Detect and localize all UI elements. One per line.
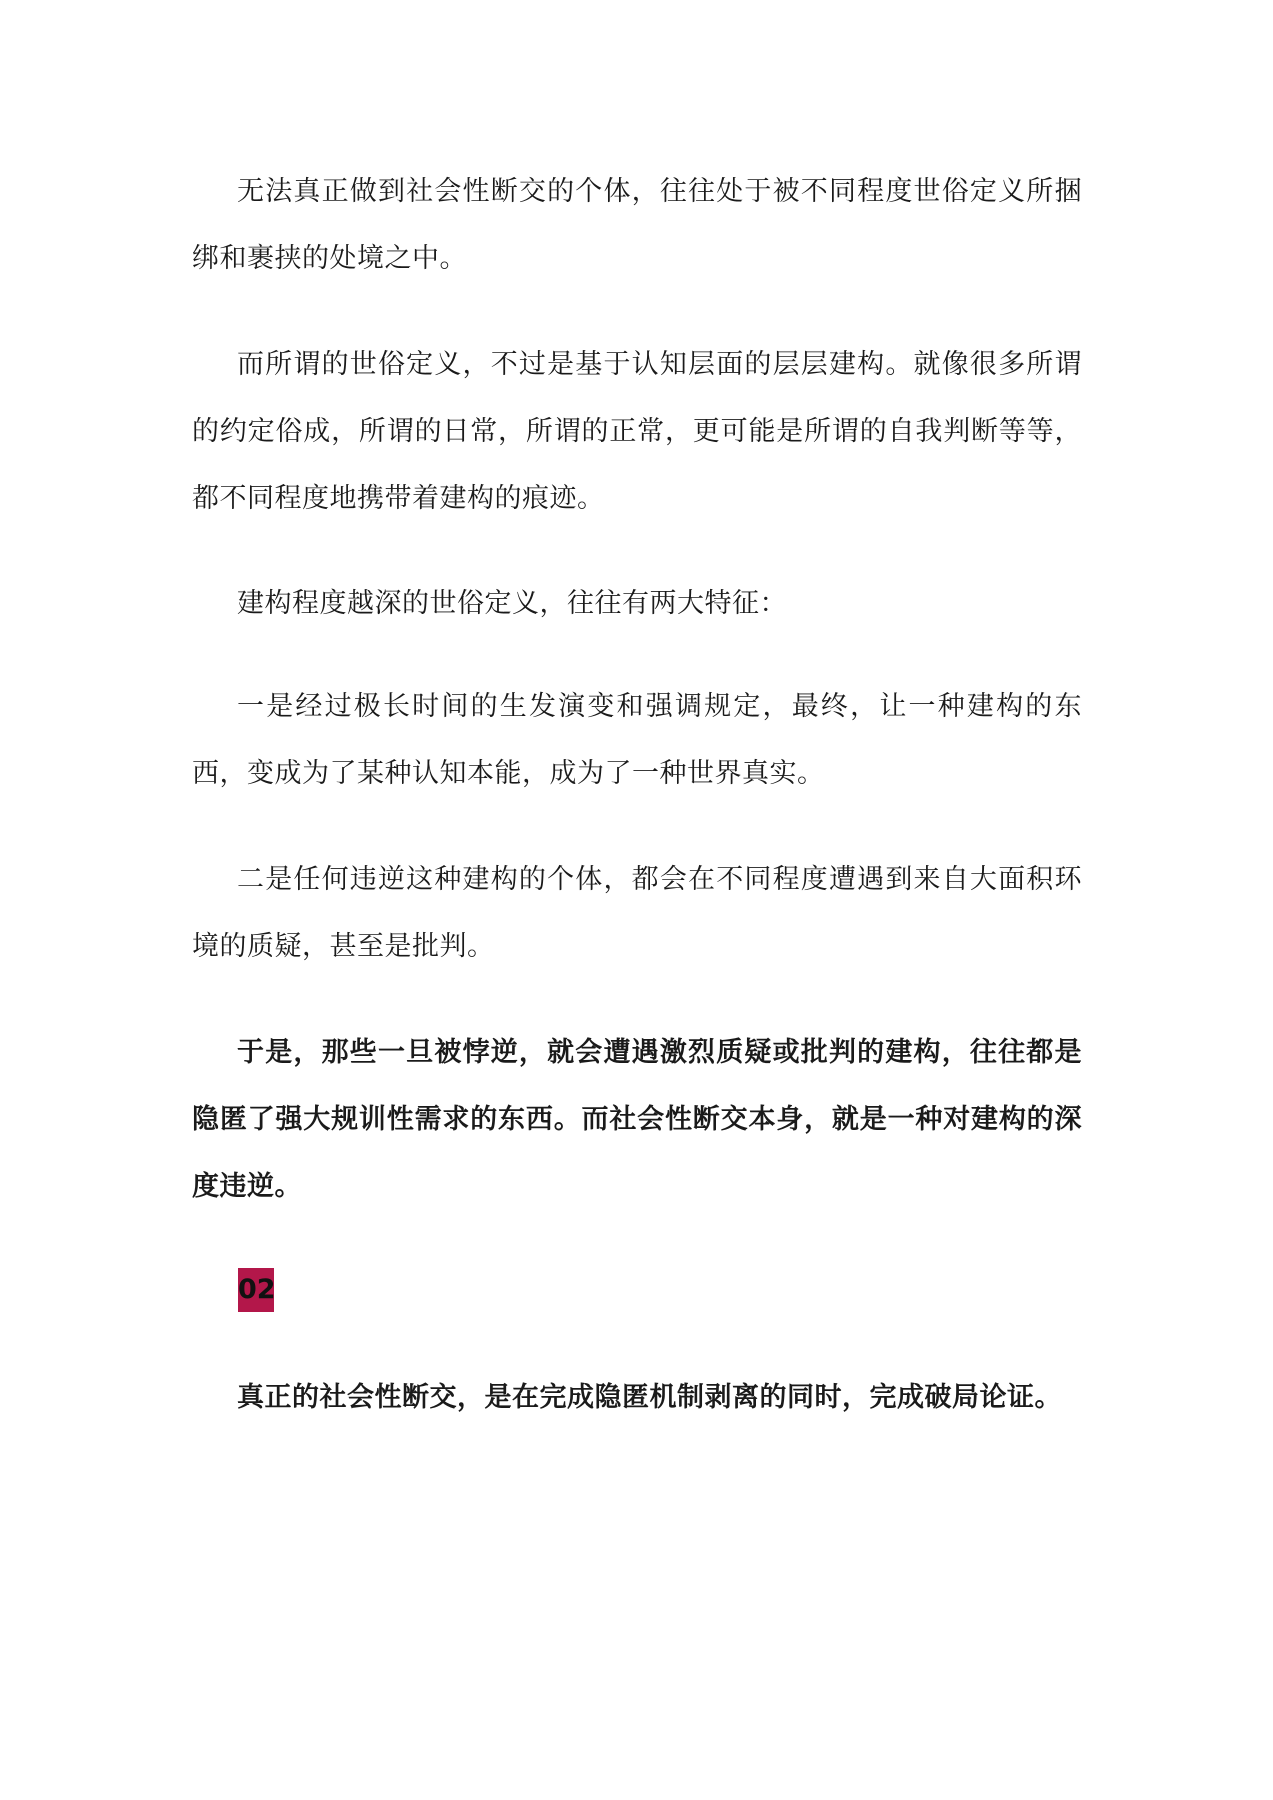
paragraph-6-emphasis: 于是，那些一旦被悖逆，就会遭遇激烈质疑或批判的建构，往往都是隐匿了强大规训性需求的东西。而社会性断交本身，就是一种对建构的深度违逆。 [192,1037,1082,1202]
paragraph-3: 建构程度越深的世俗定义，往往有两大特征： [237,588,787,619]
paragraph-2: 而所谓的世俗定义，不过是基于认知层面的层层建构。就像很多所谓的约定俗成，所谓的日常，所谓的正常，更可能是所谓的自我判断等等，都不同程度地携带着建构的痕迹。 [192,349,1082,514]
paragraph-1: 无法真正做到社会性断交的个体，往往处于被不同程度世俗定义所捆绑和裹挟的处境之中。 [192,176,1082,274]
paragraph-5: 二是任何违逆这种建构的个体，都会在不同程度遭遇到来自大面积环境的质疑，甚至是批判。 [192,864,1082,962]
section-number-badge: 02 [238,1268,274,1312]
paragraph-4: 一是经过极长时间的生发演变和强调规定，最终，让一种建构的东西，变成为了某种认知本能，成为了一种世界真实。 [192,691,1082,789]
section-lead-paragraph: 真正的社会性断交，是在完成隐匿机制剥离的同时，完成破局论证。 [237,1382,1062,1413]
